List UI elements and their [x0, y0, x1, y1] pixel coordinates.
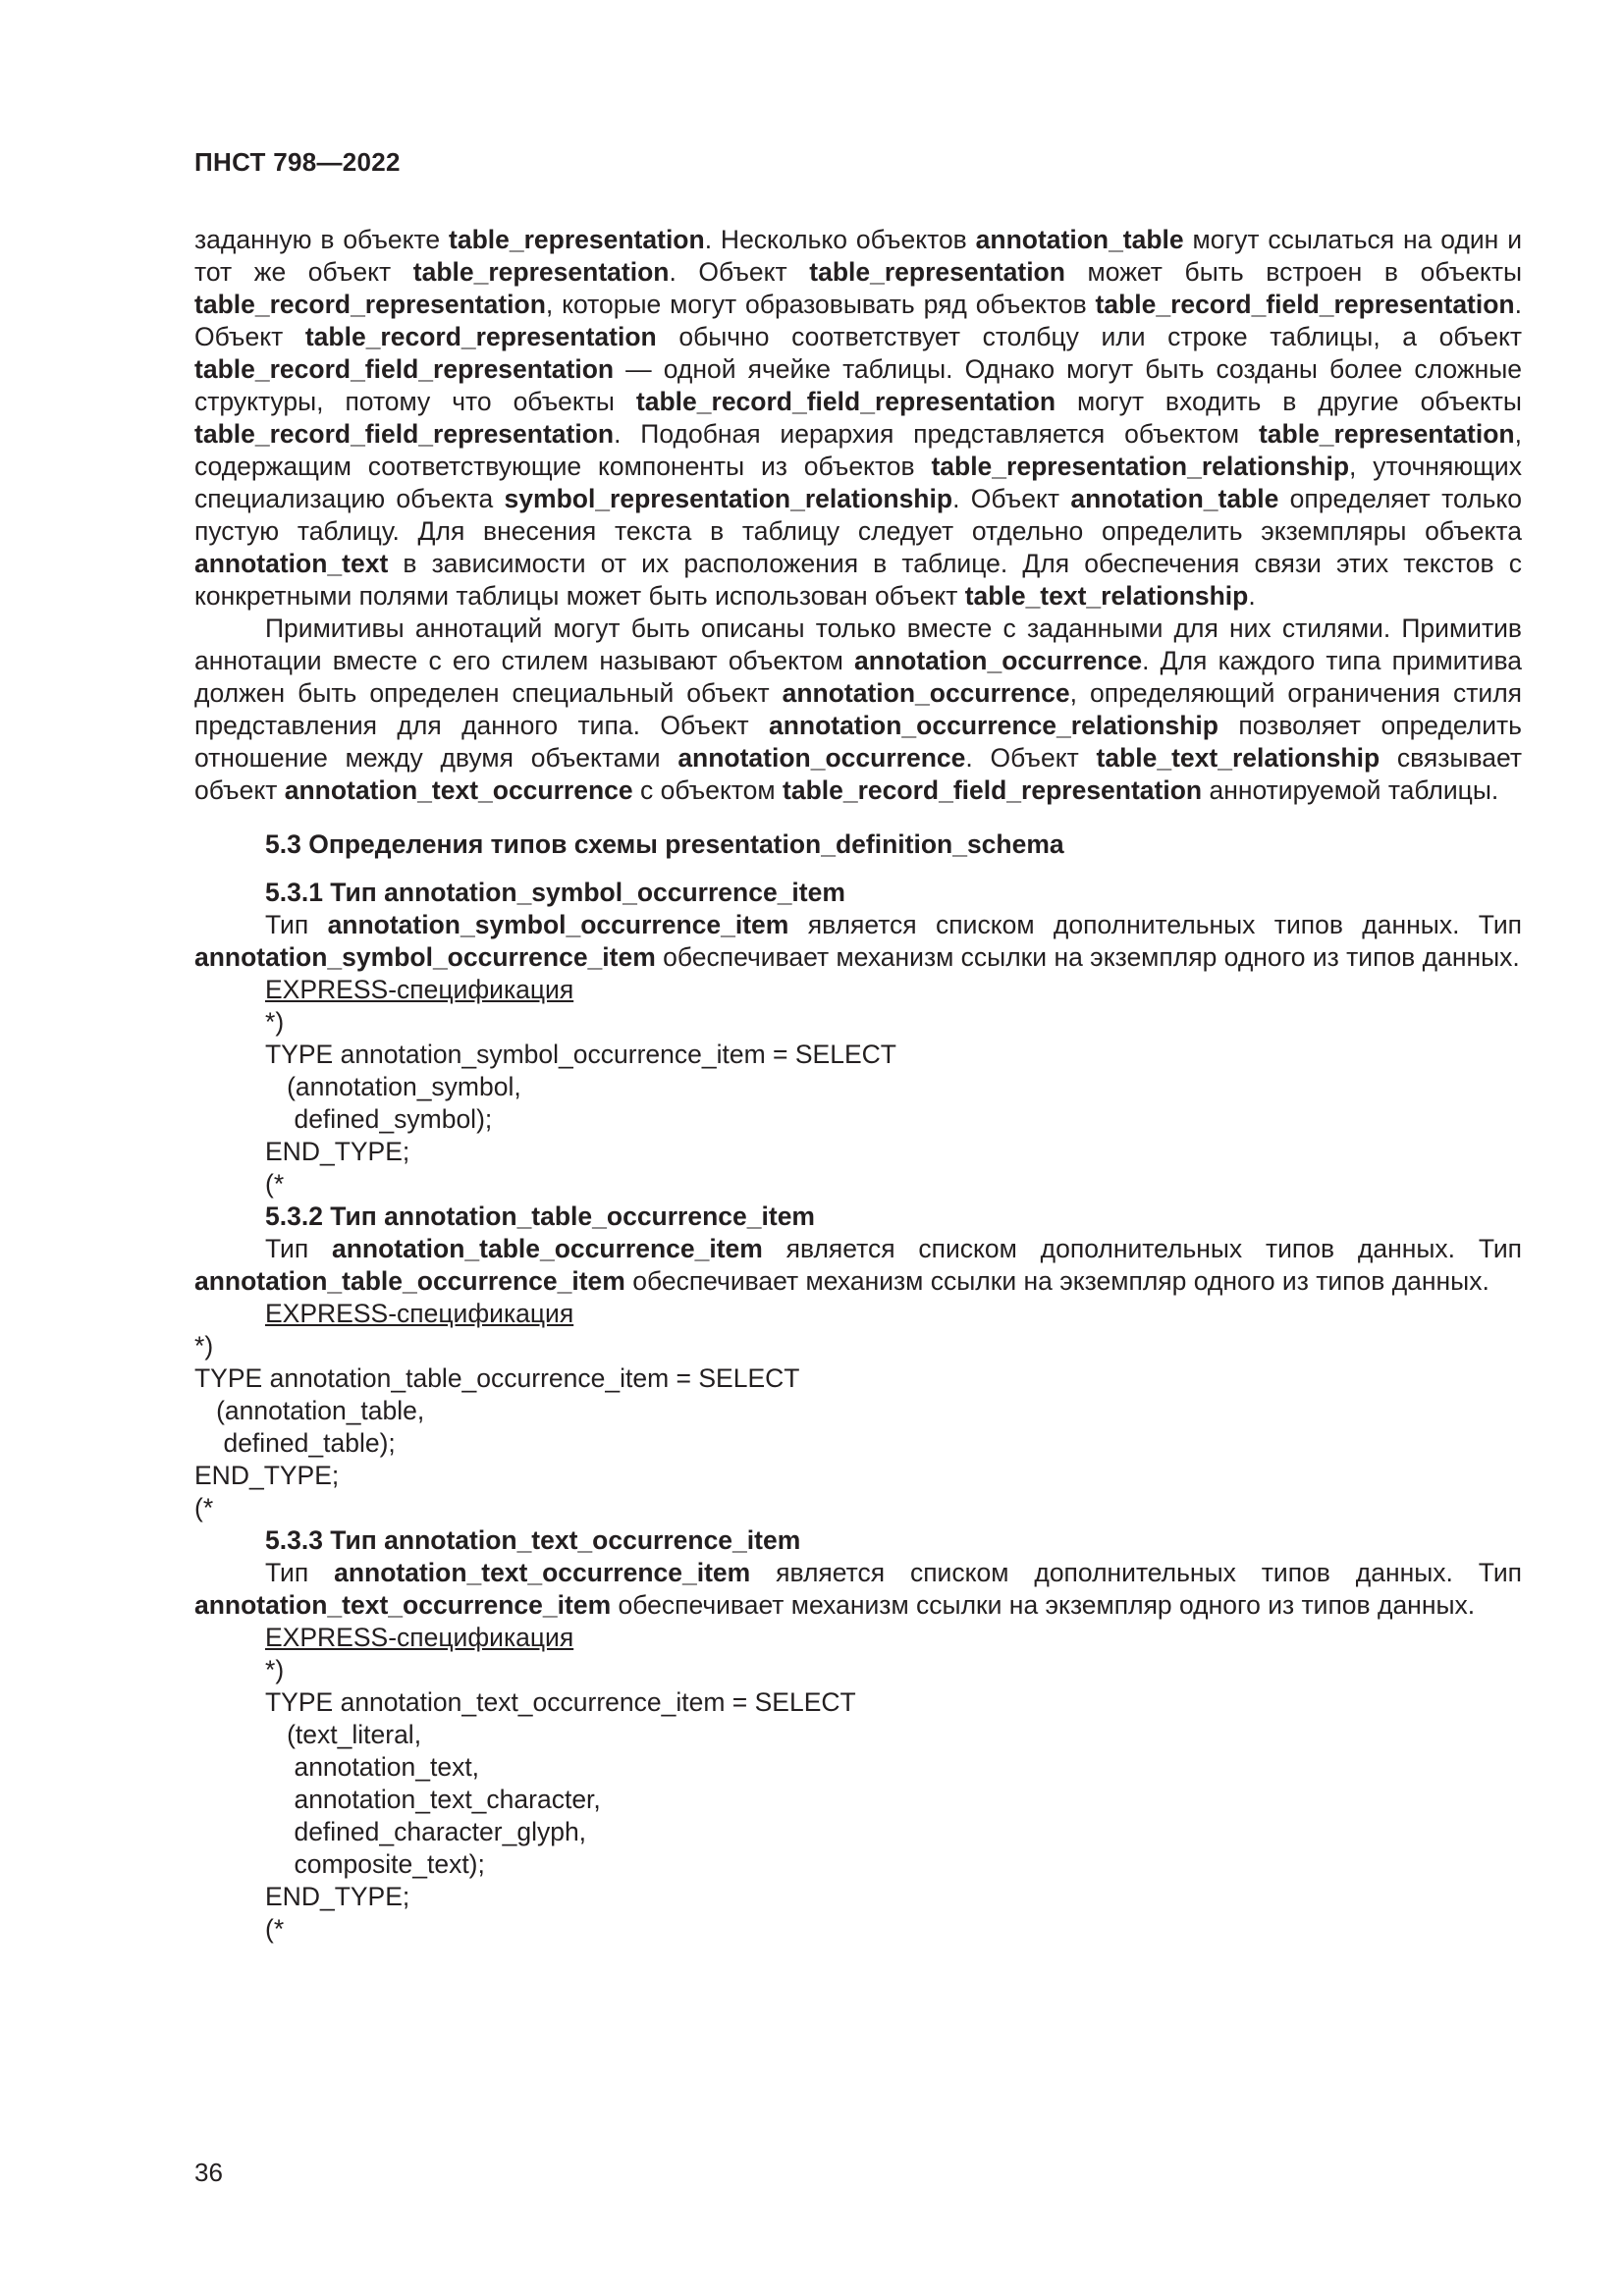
identifier-term: annotation_symbol_occurrence_item — [327, 910, 789, 939]
express-code-block: *) TYPE annotation_text_occurrence_item = SELECT (text_literal, annotation_text, annotation_text_character, defined_character_glyph, composite_text); END_TYPE; (* — [265, 1655, 856, 1944]
identifier-term: annotation_table — [975, 225, 1184, 254]
section-heading: 5.3 Определения типов схемы presentation_definition_schema — [265, 829, 1064, 859]
identifier-term: annotation_table_occurrence_item — [194, 1266, 625, 1296]
body-paragraph: Примитивы аннотаций могут быть описаны только вместе с заданными для них стилями. Примитив аннотации вместе с его стилем называют объектом annotation_occurrence. Для каждого типа примитива должен быть определен специальный объект annotation_occurrence, определяющий ограничения стиля представления для данного типа. Объект annotation_occurrence_relationship позволяет определить отношение между двумя объектами annotation_occurrence. Объект table_text_relationship связывает объект annotation_text_occurrence с объектом table_record_field_representation аннотируемой таблицы. — [194, 614, 1523, 805]
identifier-term: annotation_symbol_occurrence_item — [194, 942, 656, 972]
identifier-term: table_record_field_representation — [194, 354, 615, 384]
subsection — [194, 1201, 1522, 1524]
identifier-term: annotation_occurrence — [677, 743, 966, 773]
subsection-description: Тип annotation_table_occurrence_item является списком дополнительных типов данных. Тип annotation_table_occurrence_item обеспечивает механизм ссылки на экземпляр одного из типов данных. — [194, 1234, 1522, 1296]
subsection — [194, 877, 1522, 1201]
express-spec-label: EXPRESS-спецификация — [265, 975, 574, 1004]
identifier-term: table_record_representation — [304, 322, 657, 351]
identifier-term: table_representation_relationship — [931, 452, 1350, 481]
express-code-block: *) TYPE annotation_symbol_occurrence_item = SELECT (annotation_symbol, defined_symbol); END_TYPE; (* — [265, 1007, 896, 1199]
identifier-term: table_representation — [412, 257, 670, 287]
identifier-term: annotation_occurrence_relationship — [769, 711, 1218, 740]
running-header: ПНСТ 798—2022 — [194, 147, 401, 177]
identifier-term: annotation_table_occurrence_item — [331, 1234, 763, 1263]
subsection-heading: 5.3.2 Тип annotation_table_occurrence_item — [265, 1201, 815, 1231]
subsection — [194, 1524, 1522, 1946]
identifier-term: table_text_relationship — [964, 581, 1249, 611]
identifier-term: annotation_text_occurrence_item — [194, 1590, 612, 1620]
body-paragraph: заданную в объекте table_representation. Несколько объектов annotation_table могут ссылаться на один и тот же объект table_representation. Объект table_representation может быть встроен в объекты table_record_representation, которые могут образовывать ряд объектов table_record_field_representation. Объект table_record_representation обычно соответствует столбцу или строке таблицы, а объект table_record_field_representation — одной ячейке таблицы. Однако могут быть созданы более сложные структуры, потому что объекты table_record_field_representation могут входить в другие объекты table_record_field_representation. Подобная иерархия представляется объектом table_representation, содержащим соответствующие компоненты из объектов table_representation_relationship, уточняющих специализацию объекта symbol_representation_relationship. Объект annotation_table определяет только пустую таблицу. Для внесения текста в таблицу следует отдельно определить экземпляры объекта annotation_text в зависимости от их расположения в таблице. Для обеспечения связи этих текстов с конкретными полями таблицы может быть использован объект table_text_relationship. — [194, 225, 1523, 611]
identifier-term: table_record_representation — [194, 290, 546, 319]
identifier-term: table_record_field_representation — [1095, 290, 1515, 319]
page-number: 36 — [194, 2158, 223, 2187]
identifier-term: annotation_text — [194, 549, 389, 578]
identifier-term: annotation_occurrence — [854, 646, 1143, 675]
identifier-term: table_record_field_representation — [783, 775, 1203, 805]
identifier-term: table_representation — [449, 225, 705, 254]
identifier-term: table_record_field_representation — [635, 387, 1056, 416]
subsection-heading: 5.3.1 Тип annotation_symbol_occurrence_item — [265, 878, 845, 907]
identifier-term: table_representation — [1258, 419, 1515, 449]
identifier-term: table_text_relationship — [1096, 743, 1380, 773]
express-spec-label: EXPRESS-спецификация — [265, 1299, 574, 1328]
identifier-term: symbol_representation_relationship — [504, 484, 953, 513]
express-code-block: *) TYPE annotation_table_occurrence_item = SELECT (annotation_table, defined_table); END_TYPE; (* — [194, 1331, 800, 1522]
identifier-term: annotation_table — [1070, 484, 1279, 513]
identifier-term: annotation_text_occurrence_item — [334, 1558, 751, 1587]
page-content — [194, 224, 1522, 1946]
subsection-description: Тип annotation_text_occurrence_item является списком дополнительных типов данных. Тип annotation_text_occurrence_item обеспечивает механизм ссылки на экземпляр одного из типов данных. — [194, 1558, 1522, 1620]
identifier-term: table_representation — [809, 257, 1065, 287]
identifier-term: annotation_text_occurrence — [284, 775, 633, 805]
subsection-heading: 5.3.3 Тип annotation_text_occurrence_item — [265, 1525, 801, 1555]
identifier-term: annotation_occurrence — [782, 678, 1070, 708]
express-spec-label: EXPRESS-спецификация — [265, 1623, 574, 1652]
identifier-term: table_record_field_representation — [194, 419, 615, 449]
subsection-description: Тип annotation_symbol_occurrence_item является списком дополнительных типов данных. Тип annotation_symbol_occurrence_item обеспечивает механизм ссылки на экземпляр одного из типов данных. — [194, 910, 1522, 972]
